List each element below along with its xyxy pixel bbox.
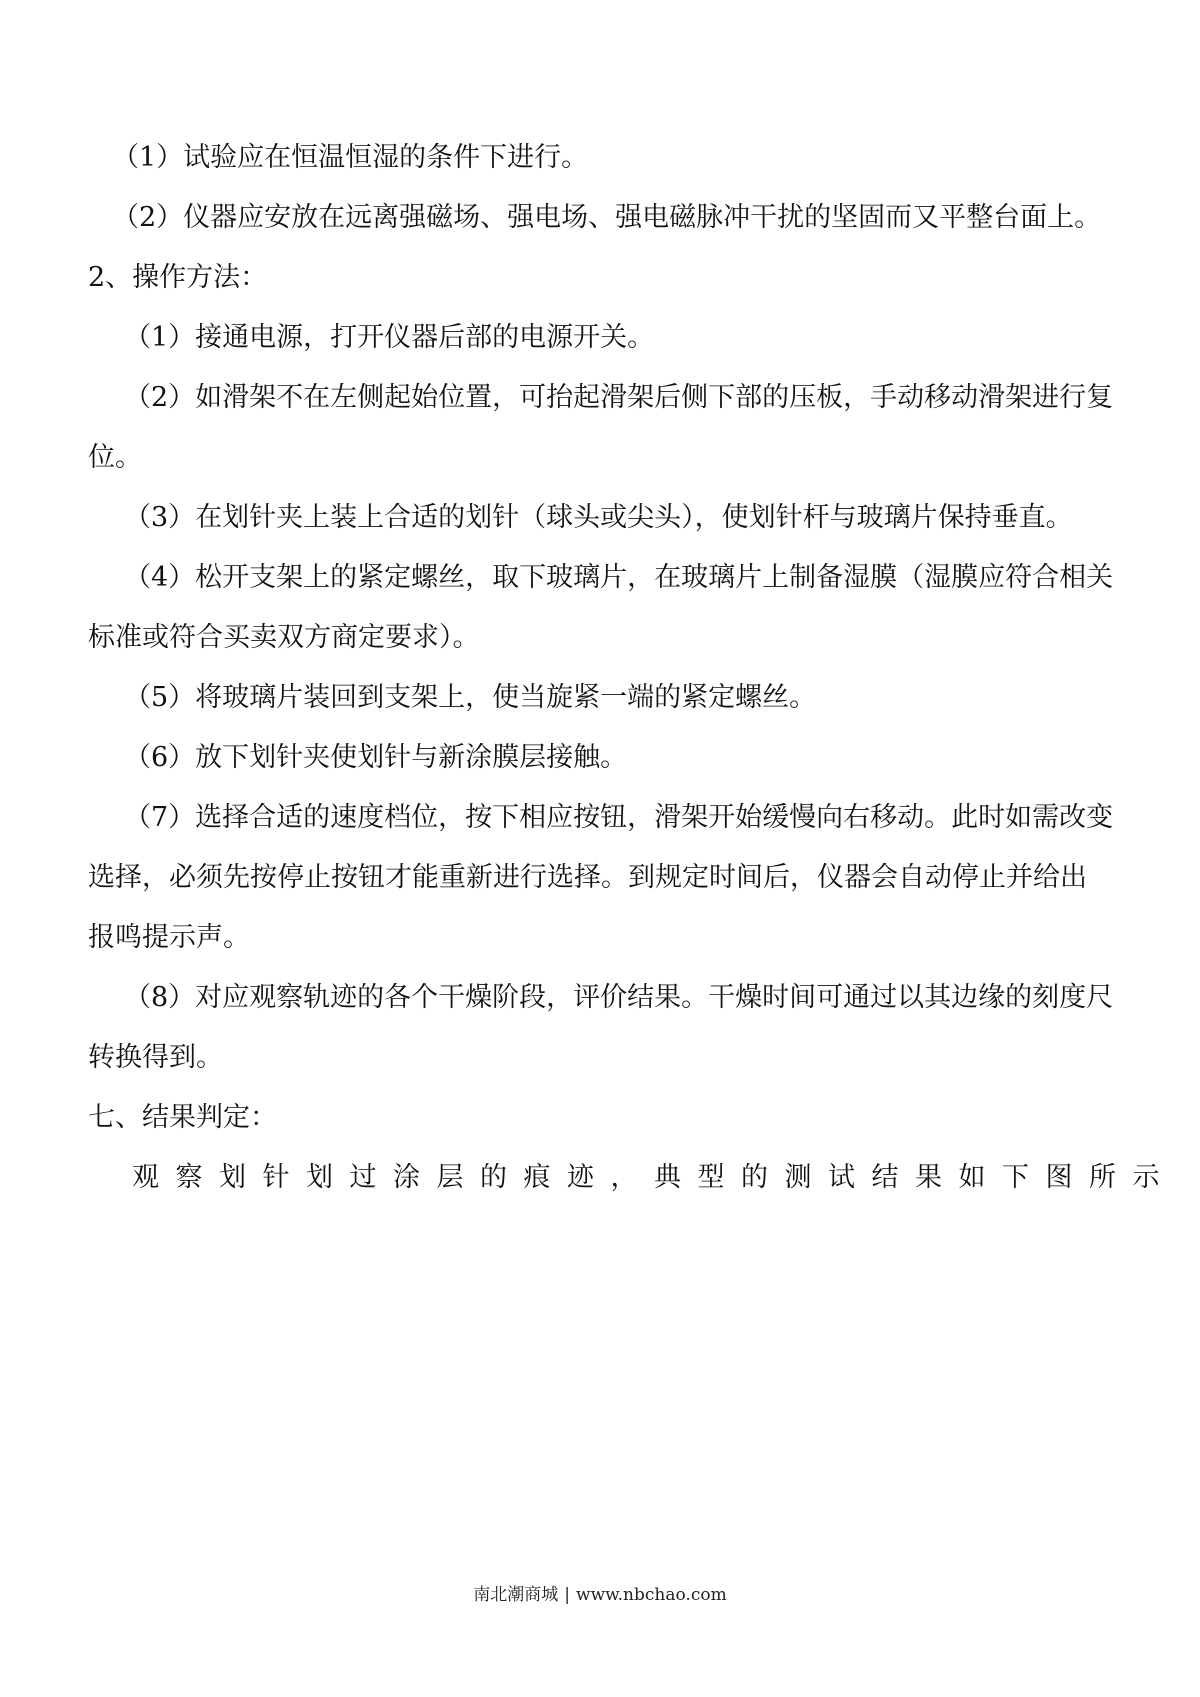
step-4-line-2: 标准或符合买卖双方商定要求）。 xyxy=(88,622,480,653)
step-8-line-2: 转换得到。 xyxy=(88,1042,223,1073)
footer-separator: | xyxy=(564,1585,571,1605)
step-7-line-1: （7）选择合适的速度档位，按下相应按钮，滑架开始缓慢向右移动。此时如需改变 xyxy=(124,802,1114,833)
step-2-line-1: （2）如滑架不在左侧起始位置，可抬起滑架后侧下部的压板，手动移动滑架进行复 xyxy=(124,382,1114,413)
section-heading-result: 七、结果判定： xyxy=(88,1102,277,1133)
step-7-line-2: 选择，必须先按停止按钮才能重新进行选择。到规定时间后，仪器会自动停止并给出 xyxy=(88,862,1087,893)
step-1: （1）接通电源，打开仪器后部的电源开关。 xyxy=(124,322,655,353)
step-3: （3）在划针夹上装上合适的划针（球头或尖头），使划针杆与玻璃片保持垂直。 xyxy=(124,502,1073,533)
step-5: （5）将玻璃片装回到支架上，使当旋紧一端的紧定螺丝。 xyxy=(124,682,817,713)
section-heading-operation: 2、操作方法： xyxy=(88,262,268,293)
condition-item-1: （1）试验应在恒温恒湿的条件下进行。 xyxy=(112,142,589,173)
step-2-line-2: 位。 xyxy=(88,442,142,473)
step-6: （6）放下划针夹使划针与新涂膜层接触。 xyxy=(124,742,628,773)
step-4-line-1: （4）松开支架上的紧定螺丝，取下玻璃片，在玻璃片上制备湿膜（湿膜应符合相关 xyxy=(124,562,1114,593)
step-8-line-1: （8）对应观察轨迹的各个干燥阶段，评价结果。干燥时间可通过以其边缘的刻度尺 xyxy=(124,982,1114,1013)
step-7-line-3: 报鸣提示声。 xyxy=(88,922,250,953)
footer-site-name: 南北潮商城 xyxy=(473,1585,559,1605)
document-body xyxy=(88,128,1176,1208)
result-paragraph: 观察划针划过涂层的痕迹，典型的测试结果如下图所示 xyxy=(132,1162,1176,1193)
footer-url-link[interactable]: www.nbchao.com xyxy=(576,1585,727,1605)
condition-item-2: （2）仪器应安放在远离强磁场、强电场、强电磁脉冲干扰的坚固而又平整台面上。 xyxy=(112,202,1102,233)
page-footer xyxy=(0,1580,1200,1605)
